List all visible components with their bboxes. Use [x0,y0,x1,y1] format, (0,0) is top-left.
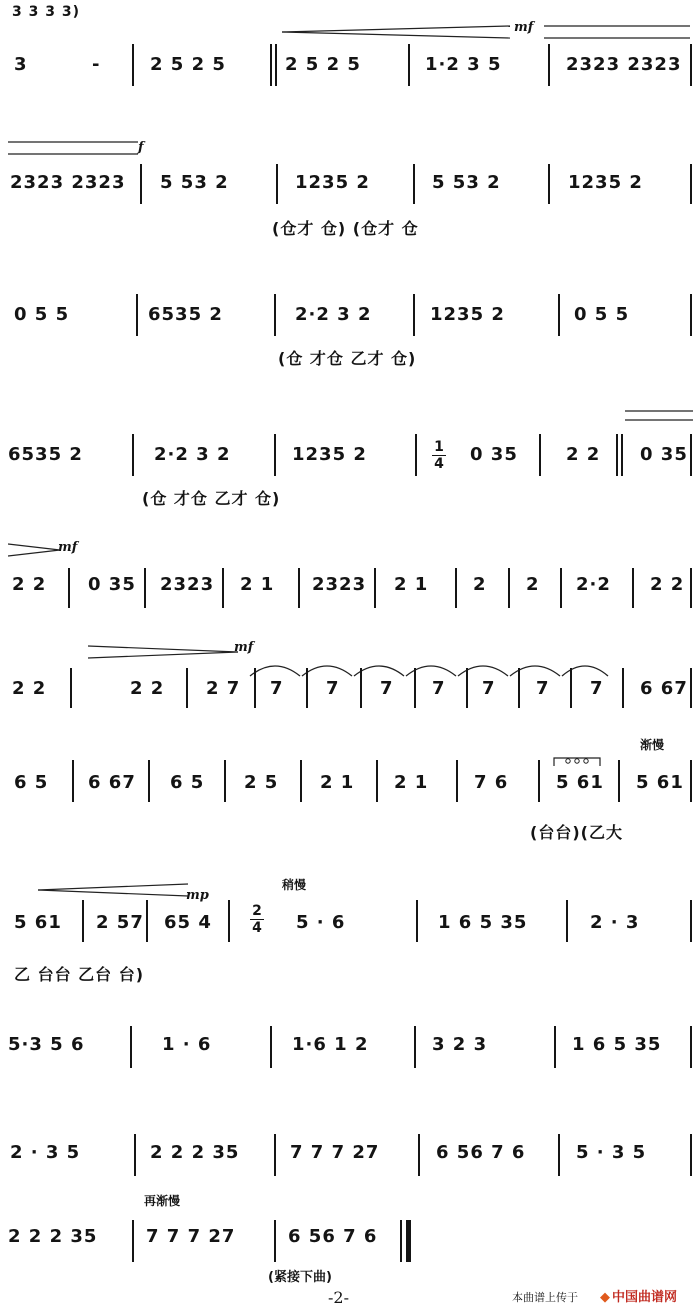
measure-notes: 0 5 5 [14,304,70,325]
percussion-line: (仓 才仓 乙才 仓) [278,349,417,368]
barline [270,1026,272,1068]
logo-icon: ◆ [600,1290,610,1305]
barline [306,668,308,708]
barline [274,1134,276,1176]
measure-notes: 3 [14,54,28,75]
page-number: -2- [328,1288,349,1307]
barline [148,760,150,802]
measure-notes: 5 61 [556,772,604,793]
barline [376,760,378,802]
score-row-3 [0,280,700,368]
measure-notes: 0 35 [88,574,136,595]
barline [140,164,142,204]
barline [622,668,624,708]
measure-notes: 2 · 3 [590,912,640,933]
barline [276,164,278,204]
measure-notes: 2 1 [240,574,275,595]
tempo-mark: 渐慢 [640,738,665,752]
barline [558,1134,560,1176]
dynamic-mark: mf [58,540,78,555]
percussion-line: (仓 才仓 乙才 仓) [142,489,281,508]
barline [455,568,457,608]
percussion-line: (台台)(乙大 [530,823,623,842]
measure-notes: 1235 2 [430,304,505,325]
time-signature: 2 4 [250,904,264,935]
barline [70,668,72,708]
measure-notes: 0 35 [470,444,518,465]
barline [400,1220,402,1262]
measure-notes: 2·2 3 2 [154,444,231,465]
measure-notes: 5 · 6 [296,912,346,933]
barline [690,900,692,942]
barline [408,44,410,86]
measure-notes: 7 7 7 27 [290,1142,380,1163]
barline [300,760,302,802]
barline [690,1134,692,1176]
pickup-notes: 3 3 3 3) [12,4,80,20]
decrescendo-hairpin [8,542,60,558]
measure-notes: 2 7 [206,678,241,699]
barline [456,760,458,802]
measure-notes: 5·3 5 6 [8,1034,85,1055]
barline [146,900,148,942]
measure-notes: 1·2 3 5 [425,54,502,75]
barline [274,434,276,476]
measure-notes: 7 [270,678,284,699]
dynamic-mark: mp [186,888,209,903]
barline [222,568,224,608]
barline [254,668,256,708]
upload-credit: 本曲谱上传于 [512,1291,578,1304]
measure-notes: 2323 2323 [566,54,682,75]
barline [360,668,362,708]
measure-notes: 1 6 5 35 [572,1034,662,1055]
barline [132,1220,134,1262]
barline [566,900,568,942]
barline [415,434,417,476]
measure-notes: 7 [536,678,550,699]
barline [518,668,520,708]
measure-notes: 2 5 2 5 [150,54,226,75]
barline [298,568,300,608]
barline [414,1026,416,1068]
score-row-9 [0,1010,700,1055]
measure-notes: 2 1 [320,772,355,793]
barline [621,434,623,476]
site-logo[interactable]: ◆ 中国曲谱网 [600,1290,678,1305]
barline [224,760,226,802]
barline [690,668,692,708]
measure-notes: 2323 [160,574,215,595]
crescendo-hairpin [88,644,238,660]
barline [690,1026,692,1068]
barline [413,294,415,336]
measure-notes: 2·2 3 2 [295,304,372,325]
barline [539,434,541,476]
score-row-11 [0,1194,700,1247]
barline [134,1134,136,1176]
crescendo-hairpin [8,138,138,158]
measure-notes: 7 [590,678,604,699]
measure-notes: 2323 [312,574,367,595]
tempo-mark: 再渐慢 [144,1194,181,1208]
percussion-bracket [552,756,602,768]
measure-notes: 3 2 3 [432,1034,488,1055]
percussion-line: 乙 台台 乙台 台) [14,965,145,984]
measure-notes: 6535 2 [8,444,83,465]
barline [554,1026,556,1068]
barline [130,1026,132,1068]
measure-notes: 5 61 [14,912,62,933]
barline [68,568,70,608]
barline [274,294,276,336]
measure-notes: 7 [326,678,340,699]
barline [132,44,134,86]
crescendo-hairpin [625,408,693,424]
measure-notes: 2 2 [650,574,685,595]
barline [548,164,550,204]
barline [690,164,692,204]
time-signature: 1 4 [432,440,446,471]
dynamic-mark: f [138,140,144,155]
score-row-10 [0,1110,700,1163]
measure-notes: 7 [380,678,394,699]
measure-notes: 6 5 [170,772,205,793]
barline [418,1134,420,1176]
measure-notes: 5 53 2 [160,172,229,193]
barline [186,668,188,708]
measure-notes: 2 · 3 5 [10,1142,81,1163]
measure-notes: 7 7 7 27 [146,1226,236,1247]
measure-notes: 7 [432,678,446,699]
barline [274,1220,276,1262]
measure-notes: 1 · 6 [162,1034,212,1055]
measure-notes: 2·2 [576,574,611,595]
measure-notes: 5 · 3 5 [576,1142,647,1163]
barline [144,568,146,608]
barline [616,434,618,476]
barline [416,900,418,942]
measure-notes: 2 [473,574,487,595]
crescendo-hairpin [282,22,690,42]
measure-notes: 0 35 [640,444,688,465]
measure-notes: 7 6 [474,772,509,793]
measure-notes: 2 5 2 5 [285,54,361,75]
barline [374,568,376,608]
measure-notes: 1235 2 [292,444,367,465]
tempo-mark: 稍慢 [282,878,307,892]
barline [690,760,692,802]
measure-notes: 2 2 [12,574,47,595]
barline [538,760,540,802]
measure-notes: 0 5 5 [574,304,630,325]
measure-notes: 7 [482,678,496,699]
measure-notes: 65 4 [164,912,212,933]
measure-notes: 5 61 [636,772,684,793]
measure-notes: 6 56 7 6 [436,1142,526,1163]
barline [228,900,230,942]
barline [413,164,415,204]
measure-notes: 1235 2 [295,172,370,193]
crescendo-hairpin [38,882,188,898]
barline [275,44,277,86]
dynamic-mark: mf [514,20,534,35]
measure-notes: 2 2 2 35 [150,1142,240,1163]
measure-notes: 2 [526,574,540,595]
measure-notes: 2 2 2 35 [8,1226,98,1247]
measure-notes: 1235 2 [568,172,643,193]
barline [72,760,74,802]
slur-ties [230,656,610,680]
barline [570,668,572,708]
closing-instruction: (紧接下曲) [268,1270,332,1285]
barline [466,668,468,708]
barline [690,294,692,336]
measure-notes: 6 56 7 6 [288,1226,378,1247]
barline [548,44,550,86]
score-row-4 [0,420,700,508]
barline [618,760,620,802]
measure-notes: 2323 2323 [10,172,126,193]
barline [560,568,562,608]
barline [414,668,416,708]
barline [508,568,510,608]
barline [82,900,84,942]
measure-notes: 2 1 [394,574,429,595]
barline [690,568,692,608]
measure-notes: 2 57 [96,912,144,933]
measure-notes: 2 2 [130,678,165,699]
measure-notes: 2 5 [244,772,279,793]
measure-notes: 6 67 [88,772,136,793]
dynamic-mark: mf [234,640,254,655]
barline [132,434,134,476]
measure-notes: 2 2 [12,678,47,699]
measure-notes: 2 1 [394,772,429,793]
measure-notes: 2 2 [566,444,601,465]
barline [270,44,272,86]
measure-notes: - [92,54,101,75]
barline [690,44,692,86]
score-row-5 [0,540,700,595]
measure-notes: 1·6 1 2 [292,1034,369,1055]
barline [632,568,634,608]
measure-notes: 6 5 [14,772,49,793]
barline [690,434,692,476]
measure-notes: 1 6 5 35 [438,912,528,933]
barline [136,294,138,336]
final-barline [406,1220,411,1262]
measure-notes: 6 67 [640,678,688,699]
barline [558,294,560,336]
measure-notes: 5 53 2 [432,172,501,193]
measure-notes: 6535 2 [148,304,223,325]
percussion-line: (仓才 仓) (仓才 仓 [272,219,419,238]
